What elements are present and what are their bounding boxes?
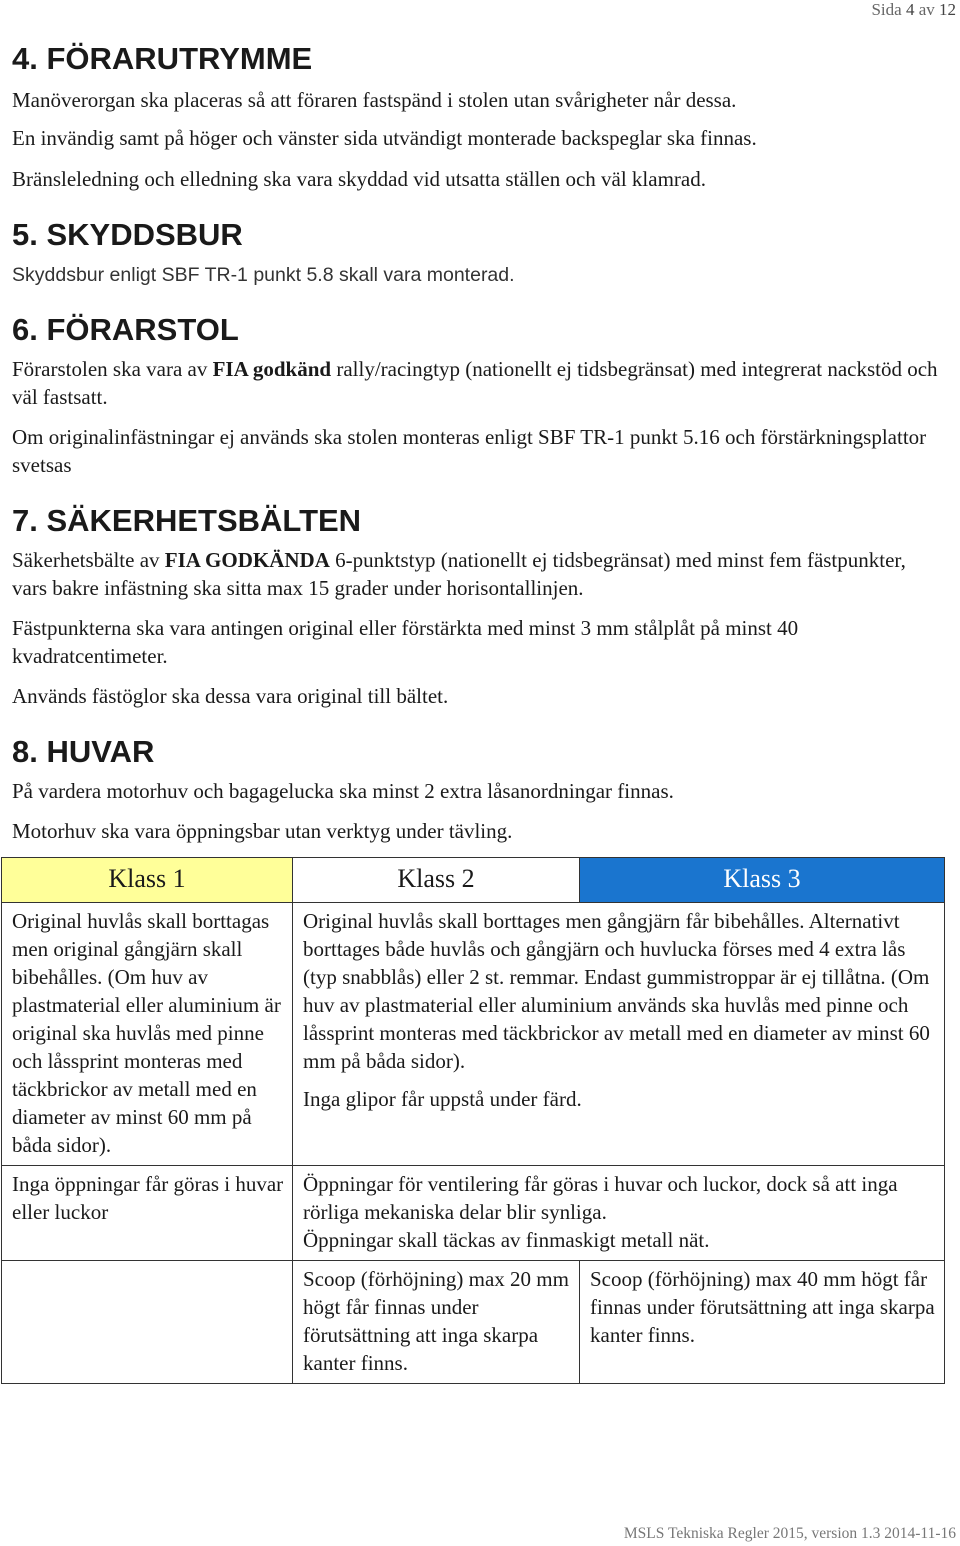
klass-table xyxy=(1,857,945,1384)
section-7-para-2: Fästpunkterna ska vara antingen original eller förstärkta med minst 3 mm stålplåt på minst 40 kvadratcentimeter. xyxy=(12,616,799,668)
section-4-para-2: En invändig samt på höger och vänster sida utvändigt monterade backspeglar ska finnas. xyxy=(12,126,757,150)
table-header-row xyxy=(2,858,945,903)
cell-r1-klass-1: Original huvlås skall borttagas men original gångjärn skall bibehålles. (Om huv av plastmaterial eller aluminium är original ska huvlås med pinne och låssprint monteras med täckbrickor av metall med en diameter av minst 60 mm på båda sidor). xyxy=(2,903,293,1166)
section-6-para-1: Förarstolen ska vara av FIA godkänd rally/racingtyp (nationellt ej tidsbegränsat) med integrerat nackstöd och väl fastsatt. xyxy=(12,357,938,409)
section-4-para-3: Bränsleledning och elledning ska vara skyddad vid utsatta ställen och väl klamrad. xyxy=(12,167,706,191)
table-row xyxy=(2,1166,945,1261)
section-5-para-1: Skyddsbur enligt SBF TR-1 punkt 5.8 skall vara monterad. xyxy=(12,264,515,286)
section-6-title: 6. FÖRARSTOL xyxy=(12,312,239,347)
header-klass-2: Klass 2 xyxy=(293,858,580,903)
cell-r2-klass-2-3: Öppningar för ventilering får göras i huvar och luckor, dock så att inga rörliga mekaniska delar blir synliga. Öppningar skall täckas av finmaskigt metall nät. xyxy=(293,1166,945,1261)
section-7-title: 7. SÄKERHETSBÄLTEN xyxy=(12,503,362,538)
cell-r3-klass-3: Scoop (förhöjning) max 40 mm högt får finnas under förutsättning att inga skarpa kanter finns. xyxy=(580,1261,945,1384)
section-8-para-1: På vardera motorhuv och bagagelucka ska minst 2 extra låsanordningar finnas. xyxy=(12,779,674,803)
cell-r3-klass-1-empty xyxy=(2,1261,293,1384)
table-row xyxy=(2,903,945,1166)
fia-godkanda-bold: FIA GODKÄNDA xyxy=(164,548,330,572)
cell-r1-klass-2-3: Original huvlås skall borttages men gångjärn får bibehålles. Alternativt borttages både huvlås och gångjärn och huvlucka förses med 4 extra lås (typ snabblås) eller 2 st. remmar. Endast gummistroppar är ej tillåtna. (Om huv av plastmaterial eller aluminium används ska huvlås med pinne och låssprint monteras med täckbrickor av metall med en diameter av minst 60 mm på båda sidor). Inga glipor får uppstå under färd. xyxy=(293,903,945,1166)
fia-godkand-bold: FIA godkänd xyxy=(212,357,332,381)
cell-r3-klass-2: Scoop (förhöjning) max 20 mm högt får finnas under förutsättning att inga skarpa kanter finns. xyxy=(293,1261,580,1384)
page-current: 4 xyxy=(905,0,915,19)
section-4-para-1: Manöverorgan ska placeras så att föraren fastspänd i stolen utan svårigheter når dessa. xyxy=(12,88,737,112)
footer: MSLS Tekniska Regler 2015, version 1.3 2014-11-16 xyxy=(623,1525,956,1542)
section-7-para-1: Säkerhetsbälte av FIA GODKÄNDA 6-punktstyp (nationellt ej tidsbegränsat) med minst fem fästpunkter, vars bakre infästning ska sitta max 15 grader under horisontallinjen. xyxy=(12,548,906,600)
table-row xyxy=(2,1261,945,1384)
section-8-title: 8. HUVAR xyxy=(12,734,155,769)
section-7-para-3: Används fästöglor ska dessa vara original till bältet. xyxy=(12,684,449,708)
section-6-para-2: Om originalinfästningar ej används ska stolen monteras enligt SBF TR-1 punkt 5.16 och förstärkningsplattor svetsas xyxy=(12,425,927,477)
header-klass-3: Klass 3 xyxy=(580,858,945,903)
section-4-title: 4. FÖRARUTRYMME xyxy=(12,41,313,76)
section-5-title: 5. SKYDDSBUR xyxy=(12,217,243,252)
page-total: 12 xyxy=(939,0,956,19)
header-klass-1: Klass 1 xyxy=(2,858,293,903)
page-number: Sida 4 av 12 xyxy=(871,0,956,19)
cell-r2-klass-1: Inga öppningar får göras i huvar eller luckor xyxy=(2,1166,293,1261)
section-8-para-2: Motorhuv ska vara öppningsbar utan verktyg under tävling. xyxy=(12,819,513,843)
